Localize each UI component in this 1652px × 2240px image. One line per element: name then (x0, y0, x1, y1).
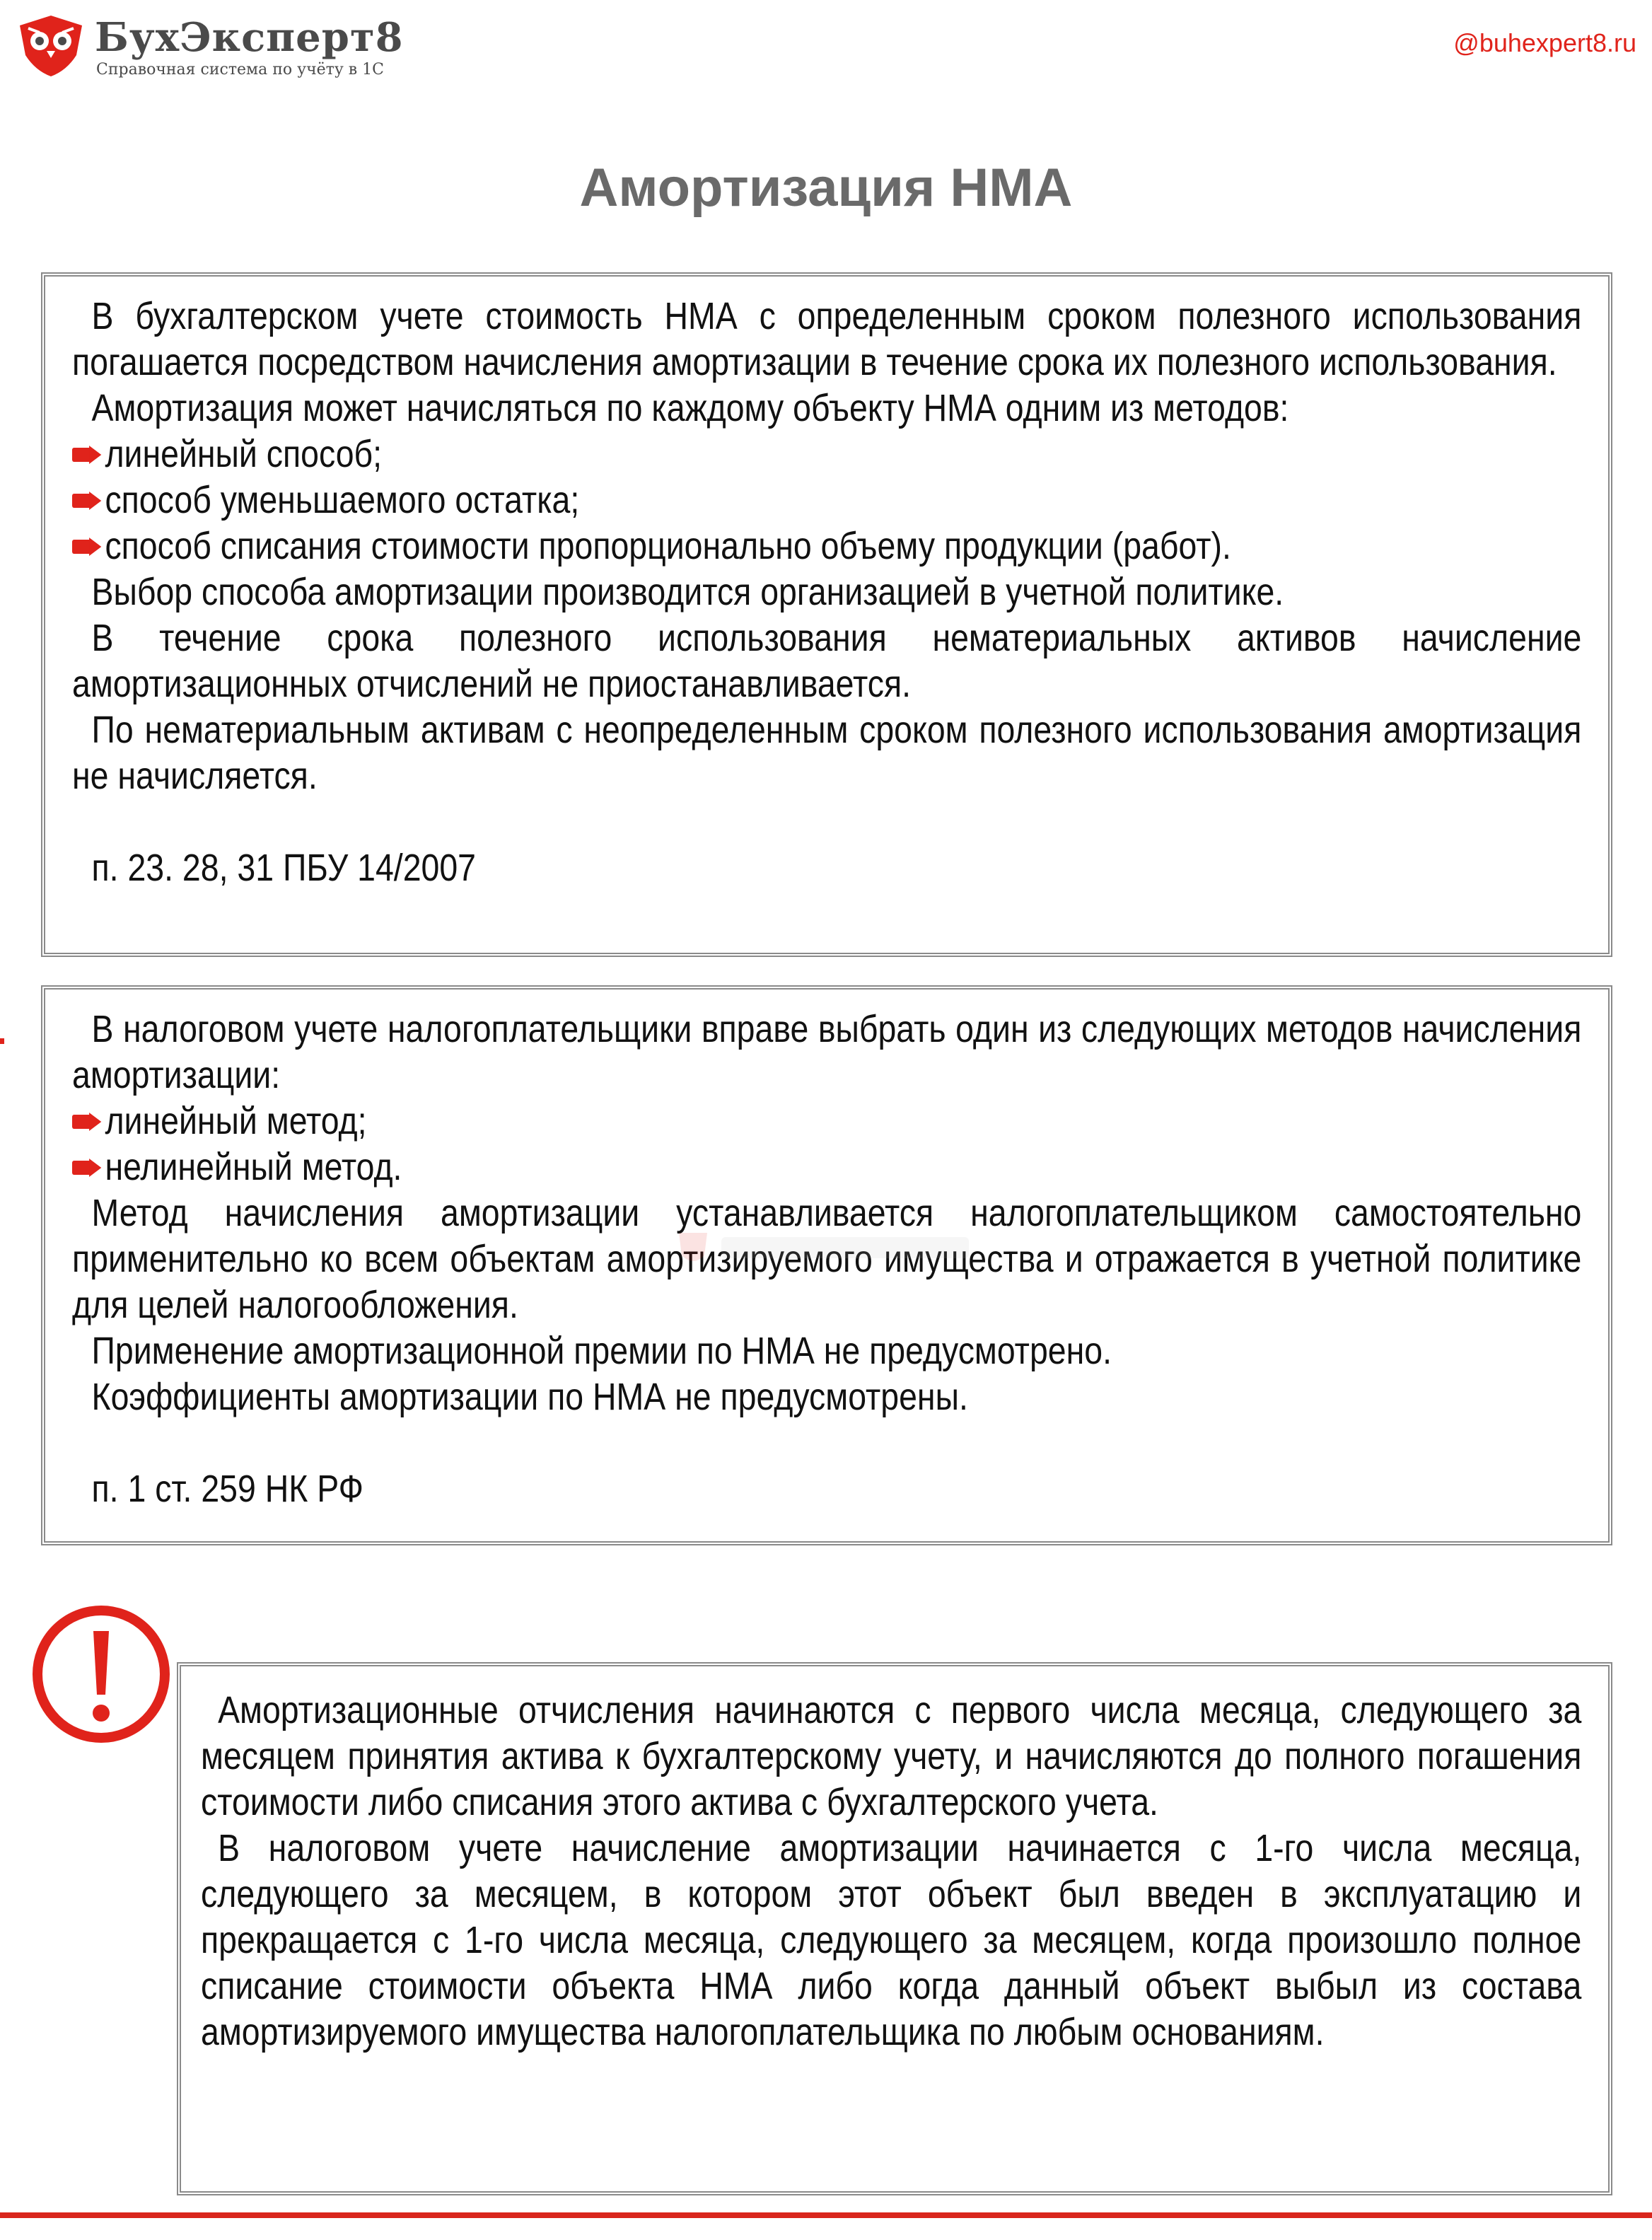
brand-subtitle: Справочная система по учёту в 1С (96, 61, 384, 79)
list-item: способ уменьшаемого остатка; (72, 477, 1581, 523)
brand-name: БухЭксперт8 (95, 14, 404, 61)
bottom-divider (0, 2212, 1652, 2218)
exclamation-icon (27, 1600, 175, 1748)
watermark-logo (672, 1227, 983, 1270)
method-set-text: Метод начисления амортизации устанавливается налогоплательщиком самостоятельно применительно ко всем объектам амортизируемого имущества и отражается в учетной политике для целей налогообложения. (72, 1192, 1582, 1326)
accounting-reference: п. 23. 28, 31 ПБУ 14/2007 (91, 847, 477, 889)
accounting-box (41, 272, 1612, 957)
accounting-intro: В бухгалтерском учете стоимость НМА с определенным сроком полезного использования погашается посредством начисления амортизации в течение срока их полезного использования. (72, 295, 1582, 383)
list-item: нелинейный метод. (72, 1144, 1581, 1190)
coefficients-text: Коэффициенты амортизации по НМА не предусмотрены. (91, 1376, 968, 1418)
no-suspend-text: В течение срока полезного использования нематериальных активов начисление амортизационных отчислений не приостанавливается. (72, 617, 1582, 705)
note-accounting: Амортизационные отчисления начинаются с первого числа месяца, следующего за месяцем принятия актива к бухгалтерскому учету, и начисляются до полного погашения стоимости либо списания этого актива с бухгалтерского учета. (201, 1689, 1582, 1823)
list-item: линейный метод; (72, 1098, 1581, 1144)
bullet-arrow-icon (72, 446, 103, 464)
edge-mark (0, 1038, 4, 1044)
tax-intro: В налоговом учете налогоплательщики вправе выбрать один из следующих методов начисления амортизации: (72, 1008, 1582, 1096)
site-link[interactable]: @buhexpert8.ru (1453, 28, 1636, 57)
bullet-arrow-icon (72, 492, 103, 510)
page-title: Амортизация НМА (579, 158, 1073, 218)
bullet-arrow-icon (72, 538, 103, 556)
note-box (177, 1662, 1612, 2195)
indefinite-text: По нематериальным активам с неопределенным сроком полезного использования амортизация не начисляется. (72, 709, 1582, 797)
choice-text: Выбор способа амортизации производится организацией в учетной политике. (91, 571, 1284, 613)
list-item: линейный способ; (72, 431, 1581, 477)
bullet-arrow-icon (72, 1159, 103, 1177)
list-item: способ списания стоимости пропорционально объему продукции (работ). (72, 523, 1581, 569)
note-tax: В налоговом учете начисление амортизации начинается с 1-го числа месяца, следующего за месяцем, в котором этот объект был введен в эксплуатацию и прекращается с 1-го числа месяца, следующего за месяцем, когда произошло полное списание стоимости объекта НМА либо когда данный объект выбыл из состава амортизируемого имущества налогоплательщика по любым основаниям. (201, 1827, 1582, 2053)
owl-shield-icon (16, 13, 86, 78)
brand-logo[interactable] (16, 10, 412, 81)
methods-lead: Амортизация может начисляться по каждому объекту НМА одним из методов: (91, 387, 1289, 429)
bullet-arrow-icon (72, 1113, 103, 1131)
tax-reference: п. 1 ст. 259 НК РФ (91, 1468, 363, 1510)
bonus-text: Применение амортизационной премии по НМА не предусмотрено. (91, 1330, 1112, 1372)
